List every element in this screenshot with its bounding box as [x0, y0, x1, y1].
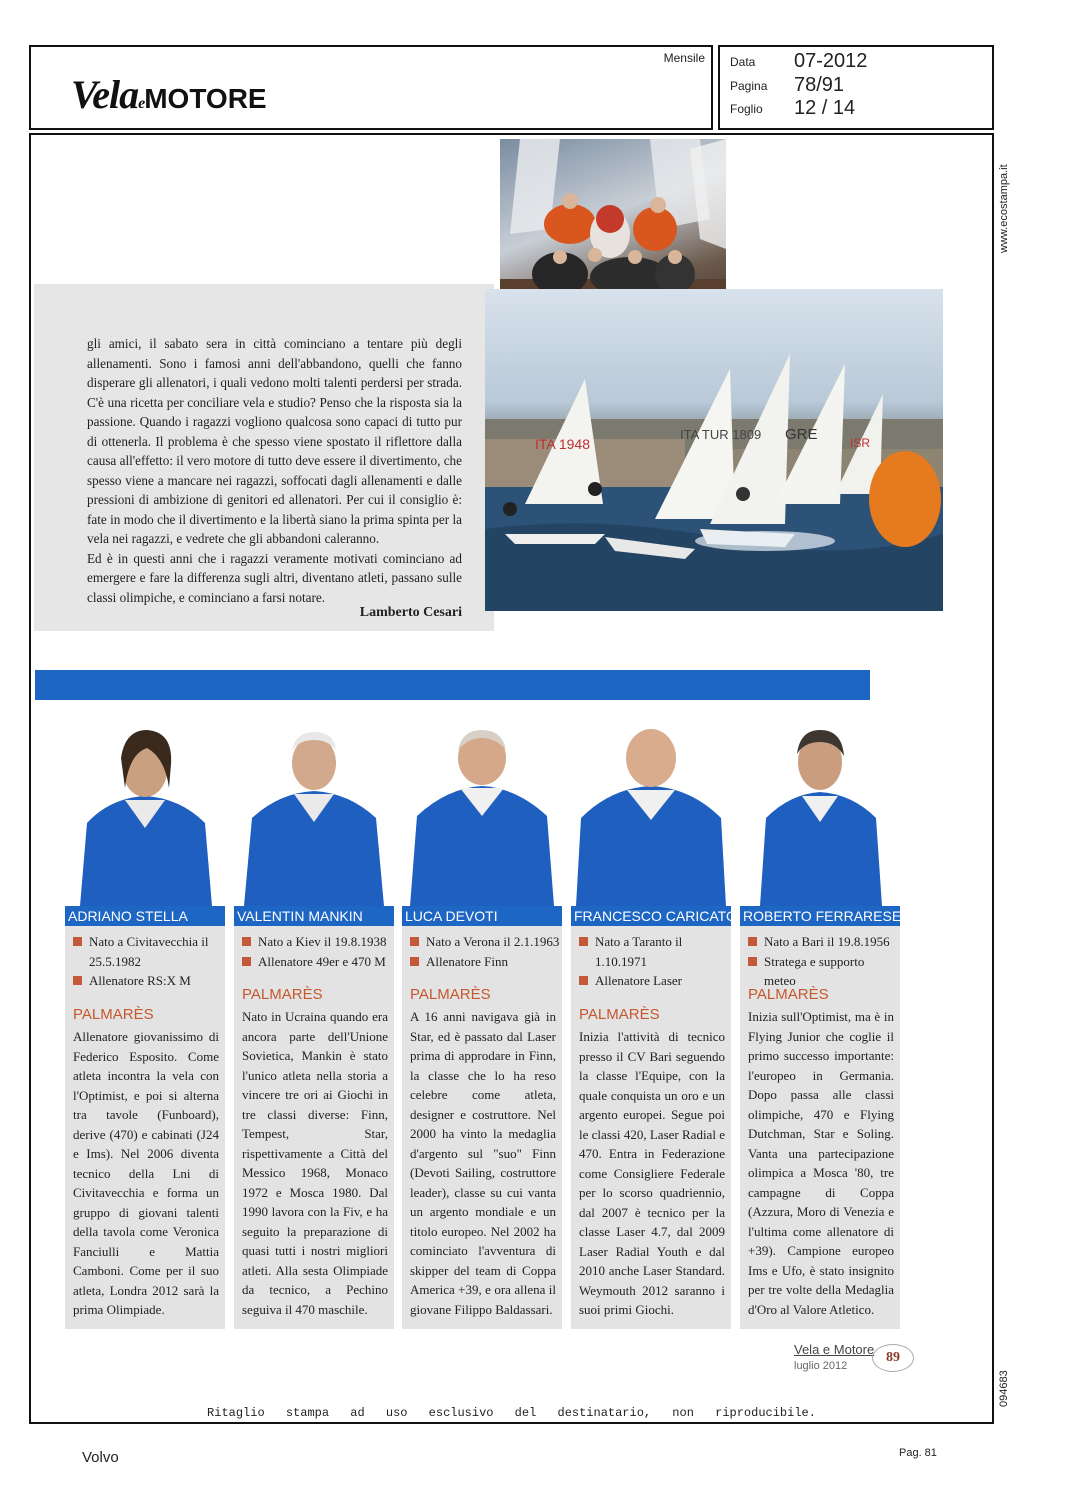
coach-panel — [65, 926, 225, 1329]
side-url: www.ecostampa.it — [998, 164, 1010, 253]
coach-role: Stratega e supporto meteo — [764, 953, 865, 988]
magazine-page-footer — [778, 1340, 918, 1384]
magazine-page-number: 89 — [872, 1344, 914, 1372]
coach-bio: Inizia sull'Optimist, ma è in Flying Junior che coglie il primo successo importante: l'europeo in Germania. Dopo passa alle classi olimpiche, 470 e Flying Dutchman, Star e Soling. Vanta una partecipazione olimpica a Mosca '80, tre campagne di Coppa (Azzura, Moro di Venezia e l'ultima come allenatore di +39). Campione europeo Ims e Ufo, è stato insignito per tre volte della Medaglia d'Oro al Valore Atletico. — [748, 1009, 894, 1317]
coach-panel — [571, 926, 731, 1329]
frequency-label: Mensile — [663, 51, 705, 65]
palmares-heading: PALMARÈS — [579, 1006, 660, 1023]
article-body — [87, 334, 462, 607]
article-paragraph-1: gli amici, il sabato sera in città cominciano a tentare più degli allenamenti. Sono i famosi anni dell'abbandono, quelli che fanno disperare gli allenatori, i quali vedono molti talenti perdersi per strada. C'è una ricetta per conciliare vela e studio? Penso che la risposta sia la passione. Quando i ragazzi vogliono qualcosa sono capaci di tutto pur di ottenerla. Il problema è che spesso viene spostato il riflettore dalla causa all'effetto: il vero motore di tutto deve essere il divertimento, che spesso viene a mancare nei ragazzi, soffocati dagli allenamenti e dalle pressioni di ambizione di genitori ed allenatori. Per cui il consiglio è: fate in modo che il divertimento e la libertà siano la prima spinta per la vela nei ragazzi, e vedrete che gli abbandoni caleranno. — [87, 336, 462, 546]
magazine-issue: luglio 2012 — [794, 1360, 848, 1372]
data-label: Data — [730, 55, 756, 69]
article-paragraph-2: Ed è in questi anni che i ragazzi veramente motivati cominciano ad emergere e fare la differenza sugli altri, diventano atleti, passano sulle classi olimpiche, e cominciano a farsi notare. — [87, 550, 462, 605]
article-author: Lamberto Cesari — [359, 605, 462, 620]
coach-role: Allenatore RS:X M — [89, 973, 191, 988]
data-value: 07-2012 — [794, 50, 868, 72]
coach-panel — [402, 926, 562, 1329]
coach-name: ADRIANO STELLA — [65, 906, 225, 926]
coach-card-caricato — [571, 718, 737, 1330]
header-left-box — [29, 45, 713, 130]
coach-bio: Allenatore giovanissimo di Federico Esposito. Come atleta incontra la vela con l'Optimist, e poi si alterna tra tavole (Funboard), derive (470) e cabinati (J24 e Ims). Nel 2006 diventa tecnico della Lni di Civitavecchia e forma un gruppo di giovani talenti della tavola come Veronica Fanciulli e Mattia Camboni. Come per il suo atleta, Londra 2012 sarà la prima Olimpiade. — [73, 1029, 219, 1317]
coach-portrait — [234, 718, 394, 906]
coach-panel — [234, 926, 394, 1329]
coach-name: VALENTIN MANKIN — [234, 906, 394, 926]
coach-card-devoti — [402, 718, 562, 1330]
coach-birth: Nato a Kiev il 19.8.1938 — [258, 934, 387, 949]
coach-birth: Nato a Verona il 2.1.1963 — [426, 934, 560, 949]
press-disclaimer: Ritaglio stampa ad uso esclusivo del destinatario, non riproducibile. — [207, 1406, 816, 1420]
foglio-value: 12 / 14 — [794, 97, 856, 119]
foglio-label: Foglio — [730, 102, 763, 116]
coach-card-ferrarese — [740, 718, 900, 1330]
sail-number-2: ITA TUR 1809 — [680, 427, 762, 442]
coach-portrait — [402, 718, 562, 906]
magazine-logo: VelaeMOTORE — [71, 72, 267, 117]
pagina-value: 78/91 — [794, 74, 845, 96]
coach-bio: Inizia l'attività di tecnico presso il CV Bari seguendo la classe l'Equipe, con la quale conquista un oro e un argento europei. Segue poi le classi 420, Laser Radial e 470. Entra in Federazione come Consigliere Federale per lo scorso quadriennio, dal 2007 è tecnico per la classe Laser 4.7, dal 2009 Laser Radial Youth e dal 2010 anche Laser Standard. Weymouth 2012 saranno i suoi primi Giochi. — [579, 1029, 725, 1317]
coach-birth: Nato a Civitavecchia il 25.5.1982 — [89, 934, 209, 969]
coach-bio: Nato in Ucraina quando era ancora parte dell'Unione Sovietica, Mankin è stato l'unico atleta nella storia a vincere tre ori ai Giochi in tre classi diverse: Finn, Tempest, Star, rispettivamente a Città del Messico 1968, Monaco 1972 e Mosca 1980. Dal 1990 lavora con la Fiv, e ha seguito la preparazione di quasi tutti i nostri migliori atleti. Alla sesta Olimpiade da tecnico, a Pechino seguiva il 470 maschile. — [242, 1009, 388, 1317]
pagina-label: Pagina — [730, 79, 768, 93]
coach-role: Allenatore 49er e 470 M — [258, 953, 386, 969]
sail-number-1: ITA 1948 — [535, 436, 591, 452]
coach-portrait — [740, 718, 900, 906]
magazine-title: Vela e Motore — [794, 1342, 875, 1357]
side-code: 094683 — [998, 1370, 1010, 1407]
coach-bio: A 16 anni navigava già in Star, ed è passato dal Laser prima di approdare in Finn, la classe che lo ha reso celebre come atleta, designer e costruttore. Nel 2000 ha vinto la medaglia d'argento sul "suo" Finn (Devoti Sailing, costruttore leader), classe su cui vanta un argento mondiale e un titolo europeo. Nel 2002 ha cominciato l'avventura di skipper del team di Coppa America +39, e ora allena il giovane Filippo Baldassari. — [410, 1009, 556, 1317]
sail-number-3: GRE — [785, 426, 818, 443]
clipping-page-number: Pag. 81 — [899, 1447, 937, 1459]
coach-card-stella — [65, 718, 225, 1330]
sail-number-4: ISR — [850, 436, 871, 450]
coach-name: FRANCESCO CARICATO — [571, 906, 731, 926]
coach-role: Allenatore Laser — [595, 973, 682, 988]
header-right-box — [718, 45, 994, 130]
coach-birth: Nato a Taranto il 1.10.1971 — [595, 934, 683, 969]
palmares-heading: PALMARÈS — [748, 986, 829, 1003]
coach-portrait — [571, 718, 731, 906]
palmares-heading: PALMARÈS — [410, 986, 491, 1003]
coach-name: LUCA DEVOTI — [402, 906, 562, 926]
coach-panel — [740, 926, 900, 1329]
regatta-photo — [485, 289, 943, 611]
coach-portrait — [65, 718, 225, 906]
coach-name: ROBERTO FERRARESE — [740, 906, 900, 926]
palmares-heading: PALMARÈS — [242, 986, 323, 1003]
client-name: Volvo — [82, 1449, 119, 1466]
coach-card-mankin — [234, 718, 394, 1330]
palmares-heading: PALMARÈS — [73, 1006, 154, 1023]
section-divider-bar — [35, 670, 870, 700]
coach-birth: Nato a Bari il 19.8.1956 — [764, 934, 890, 949]
coach-role: Allenatore Finn — [426, 953, 508, 969]
